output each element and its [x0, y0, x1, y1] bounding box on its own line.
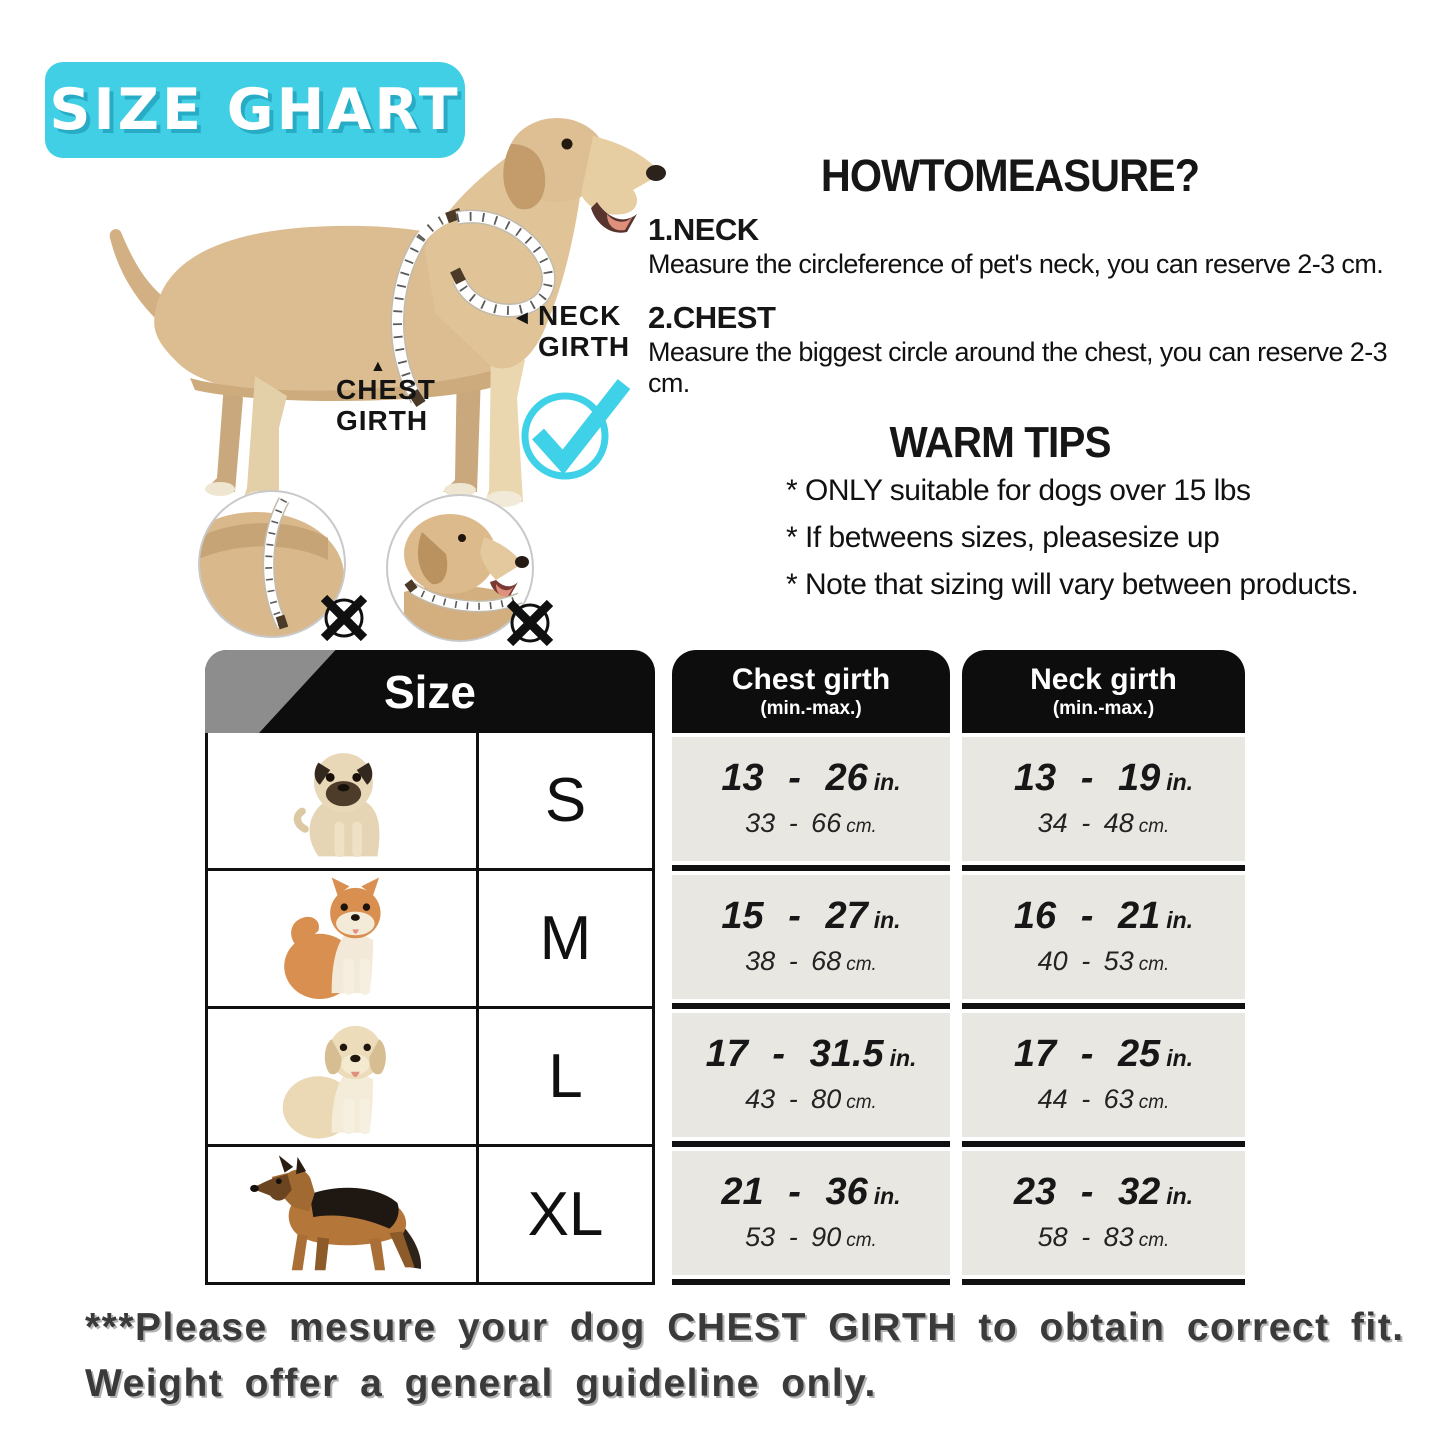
table-row-m	[208, 868, 652, 1006]
neck-girth-line1: NECK	[538, 300, 622, 331]
neck-girth-label	[512, 300, 630, 362]
tip-item: * Note that sizing will vary between products.	[786, 568, 1359, 601]
size-value: XL	[527, 1180, 604, 1249]
neck-girth-cell-m: 16 - 21 in. 40 - 53 cm.	[962, 875, 1245, 999]
size-table	[205, 650, 655, 1285]
left-arrow-icon: ◄	[512, 307, 533, 329]
size-value: S	[544, 766, 587, 835]
dog-illustration-pug	[208, 733, 479, 868]
footer-line2: Weight offer a general guideline only.	[85, 1362, 877, 1405]
page-title: SIZE GHART	[49, 77, 461, 143]
neck-girth-line2: GIRTH	[538, 331, 631, 362]
footer-line1: ***Please mesure your dog CHEST GIRTH to obtain correct fit.	[85, 1306, 1405, 1349]
step-neck-label: 1.NECK	[648, 212, 759, 247]
table-row-xl	[208, 1144, 652, 1282]
tip-item: * If betweens sizes, pleasesize up	[786, 521, 1220, 554]
size-header-label: Size	[383, 665, 477, 718]
x-mark-icon	[318, 592, 370, 644]
tip-item: * ONLY suitable for dogs over 15 lbs	[786, 474, 1251, 507]
chest-girth-cell-m: 15 - 27 in. 38 - 68 cm.	[672, 875, 950, 999]
size-table-header	[205, 650, 655, 733]
neck-girth-cell-s: 13 - 19 in. 34 - 48 cm.	[962, 737, 1245, 861]
x-mark-icon	[504, 597, 556, 649]
chest-girth-cell-s: 13 - 26 in. 33 - 66 cm.	[672, 737, 950, 861]
warm-tips-list	[786, 474, 1358, 615]
table-row-l	[208, 1006, 652, 1144]
chest-girth-line2: GIRTH	[336, 405, 429, 436]
step-chest-label: 2.CHEST	[648, 300, 776, 335]
footer-note	[85, 1300, 1405, 1412]
dog-illustration-german-shepherd	[208, 1147, 479, 1282]
neck-girth-header: Neck girth (min.-max.)	[962, 650, 1245, 733]
dog-illustration-shiba	[208, 871, 479, 1006]
checkmark-icon	[518, 378, 630, 482]
chest-girth-cell-l: 17 - 31.5 in. 43 - 80 cm.	[672, 1013, 950, 1137]
chest-girth-header: Chest girth (min.-max.)	[672, 650, 950, 733]
up-arrow-icon: ▲	[370, 358, 387, 375]
step-chest-text: Measure the biggest circle around the chest, you can reserve 2-3 cm.	[648, 337, 1388, 398]
chest-girth-table	[672, 650, 950, 1285]
step-neck-text: Measure the circleference of pet's neck, you can reserve 2-3 cm.	[648, 249, 1384, 279]
warm-tips-heading: WARM TIPS	[889, 418, 1111, 467]
chest-girth-cell-xl: 21 - 36 in. 53 - 90 cm.	[672, 1151, 950, 1275]
neck-girth-cell-l: 17 - 25 in. 44 - 63 cm.	[962, 1013, 1245, 1137]
dog-illustration-labrador	[208, 1009, 479, 1144]
chest-girth-line1: CHEST	[336, 374, 436, 405]
neck-girth-cell-xl: 23 - 32 in. 58 - 83 cm.	[962, 1151, 1245, 1275]
size-value: M	[539, 904, 592, 973]
size-value: L	[548, 1042, 583, 1111]
how-to-measure-heading: HOWTOMEASURE?	[820, 150, 1200, 201]
neck-girth-table	[962, 650, 1245, 1285]
table-row-s	[208, 733, 652, 868]
chest-girth-label	[336, 360, 436, 436]
